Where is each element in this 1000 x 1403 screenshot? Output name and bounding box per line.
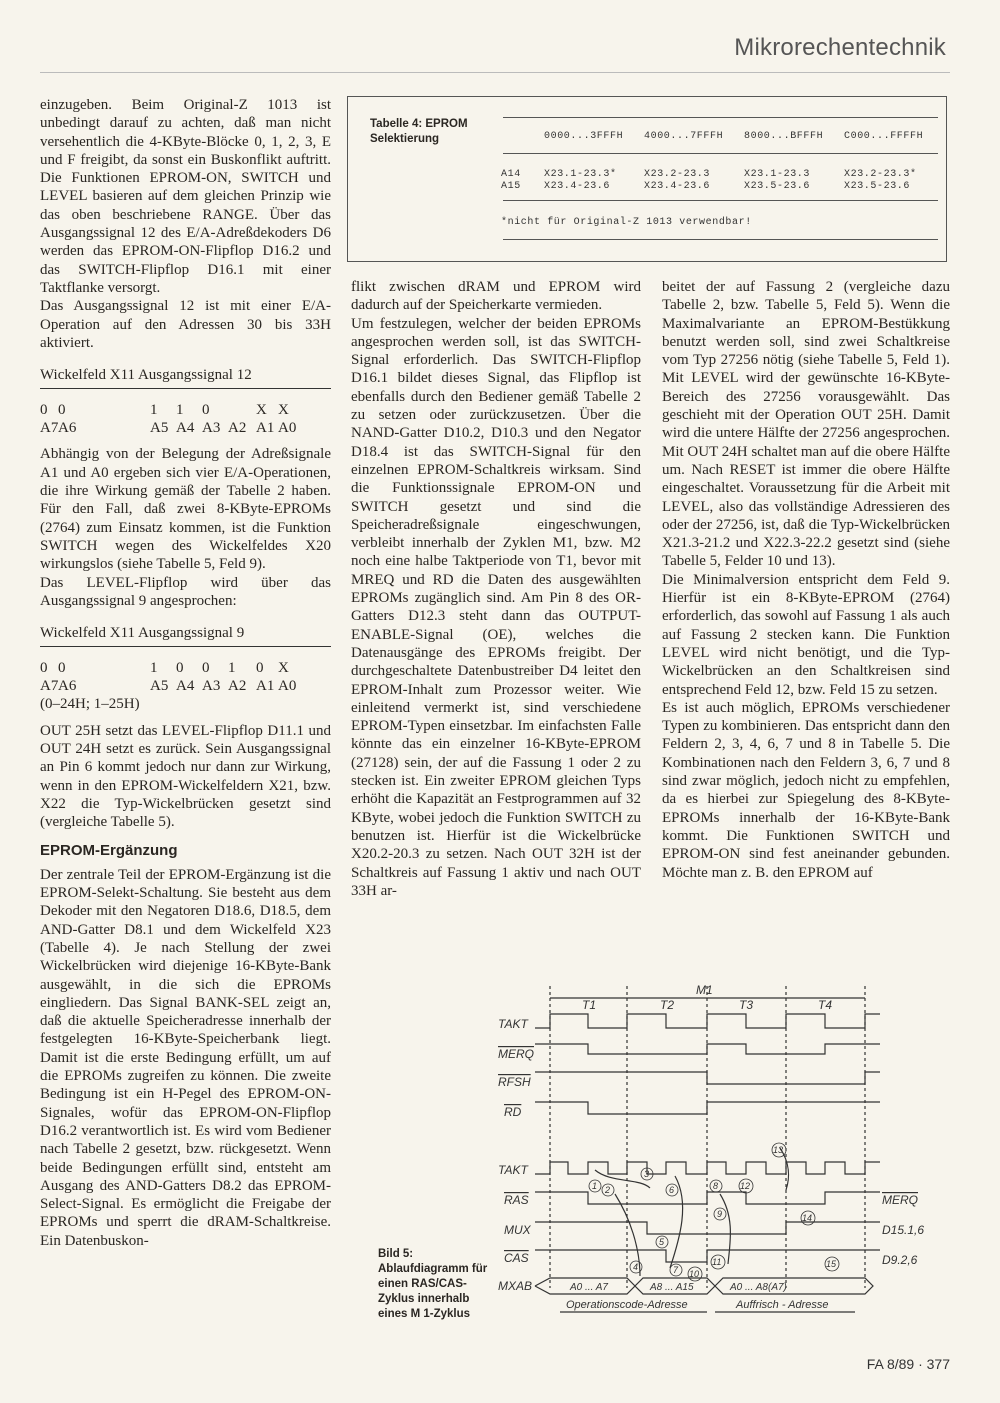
section-heading: EPROM-Ergänzung [40,841,178,859]
section-title: Mikrorechentechnik [734,34,946,61]
signal-label: TAKT [498,1017,528,1031]
signal-label: RFSH [498,1075,531,1089]
wickelfeld-bits: 0 0 1 0 0 1 0 X A7 A6 A5 A4 A3 A2 A1 A0 [40,660,297,695]
table-footnote: *nicht für Original-Z 1013 verwendbar! [501,217,752,228]
wickelfeld-title: Wickelfeld X11 Ausgangssignal 9 [40,624,331,647]
marker: 2 [605,1185,611,1195]
timing-diagram [490,978,960,1318]
bus-label: A0 ... A7 [570,1282,608,1293]
wickelfeld-bits: 0 0 1 1 0 X X A7 A6 A5 A4 A3 A2 A1 A0 [40,402,297,437]
marker: 12 [740,1181,751,1191]
cycle-label: M1 [696,983,713,997]
table-rule [503,200,938,201]
marker: 13 [773,1145,784,1155]
table-4 [347,96,947,262]
table-title: Tabelle 4: EPROM Selektierung [370,118,468,145]
wickelfeld-note: (0–24H; 1–25H) [40,696,140,713]
marker: 7 [673,1265,679,1275]
bus-label: A8 ... A15 [650,1282,694,1293]
table-rule [503,239,938,240]
marker: 14 [802,1213,813,1223]
paragraph: einzugeben. Beim Original-Z 1013 ist unbedingt darauf zu achten, daß man nicht versehentlich die 4-KByte-Blöcke 0, 1, 2, 3, E und F freigibt, da sonst ein Buskonflikt auftritt. Die Funktionen EPROM-ON, SWITCH und LEVEL basieren auf dem gleichen Prinzip wie das oben beschriebene RANGE. Über das Ausgangssignal 12 des E/A-Adreßdekoders D6 werden das EPROM-ON-Flipflop D16.2 und das SWITCH-Flipflop D16.1 mit einer Taktflanke versorgt. [40,97,331,296]
marker: 8 [713,1181,719,1191]
bus-text: Auffrisch - Adresse [736,1299,829,1311]
signal-label: RAS [504,1193,529,1207]
header-rule [40,72,950,73]
middle-column [351,278,641,900]
marker: 15 [826,1259,837,1269]
signal-label: CAS [504,1251,529,1265]
signal-label: TAKT [498,1163,528,1177]
paragraph: Um festzulegen, welcher der beiden EPROMs angesprochen werden soll, ist das SWITCH-Signal erforderlich. Das SWITCH-Flipflop D16.1 bildet dieses Signal, das Flipflop ist ebenfalls durch den Bediener gemäß Tabelle 2 zu setzen oder zurückzusetzen. Über die NAND-Gatter D10.2, D10.3 und den Negator D18.4 ist das SWITCH-Signal für den einzelnen EPROM-Schaltkreis wirksam. Sind die Funktionssignale EPROM-ON und SWITCH gesetzt und sind die Speicheradreßsignale eingeschwungen, verbleibt innerhalb der Zyklen M1, bzw. M2 noch eine halbe Taktperiode von T1, bevor mit MREQ und RD die Daten des ausgewählten EPROMs zugänglich sind. Am Pin 8 des OR-Gatters D12.3 steht dann das OUTPUT-ENABLE-Signal (OE), welches die Datenausgänge des EPROMs freigibt. Der durchgeschaltete Datenbustreiber D4 leitet den EPROM-Inhalt zum Prozessor weiter. Wie einleitend vermerkt ist, sind verschiedene EPROM-Typen einsetzbar. Im einfachsten Falle könnte das ein einzelner 16-KByte-EPROM (27128) sein, der auf die Fassung 1 oder 2 zu stecken ist. Ein zweiter EPROM gleichen Typs erhöht die Kapazität an Festprogrammen auf 32 KByte, wobei jedoch die Funktion SWITCH zu benutzen ist. Hierfür ist die Wickelbrücke X20.2-20.3 zu setzen. Nach OUT 32H ist der Schaltkreis auf Fassung 1 aktiv und nach OUT 33H ar- [351,315,641,899]
paragraph: flikt zwischen dRAM und EPROM wird dadurch auf der Speicherkarte vermieden. [351,279,641,314]
paragraph: Die Minimalversion entspricht dem Feld 9. Hierfür ist ein 8-KByte-EPROM (2764) erforderlich, das sowohl auf Fassung 1 als auch auf Fassung 2 stecken kann. Die Funktion LEVEL wird nicht benötigt, und die Typ-Wickelbrücken an den Schaltkreisen sind entsprechend Feld 12, bzw. Feld 15 zu setzen. [662,571,950,698]
table-header-row: 0000...3FFFH 4000...7FFFH 8000...BFFFH C000...FFFFH [544,131,924,142]
table-rule [503,117,938,118]
signal-label: MXAB [498,1279,533,1293]
marker: 10 [689,1269,700,1279]
paragraph: Das Ausgangssignal 12 ist mit einer E/A-Operation auf den Adressen 30 bis 33H aktiviert. [40,298,331,351]
t-label: T1 [582,998,597,1012]
signal-label: MERQ [498,1047,534,1061]
marker: 9 [717,1209,723,1219]
table-rule [503,153,938,154]
signal-label: RD [504,1105,522,1119]
right-label: D9.2,6 [882,1253,918,1267]
marker: 3 [644,1169,650,1179]
paragraph: beitet der auf Fassung 2 (vergleiche dazu Tabelle 2, bzw. Tabelle 5, Feld 5). Wenn die Maximalvariante an EPROM-Bestükkung benutzt werden soll, sind zwei Schaltkreise vom Typ 27256 nötig (siehe Tabelle 5, Feld 1). Mit LEVEL wird der gewünschte 16-KByte-Bereich des 27256 vorausgewählt. Das geschieht mit der Operation OUT 25H. Damit wird die untere Hälfte der 27256 angesprochen. Mit OUT 24H schaltet man auf die obere Hälfte um. Nach RESET ist immer die obere Hälfte eingeschaltet. Voraussetzung für die Arbeit mit LEVEL, also das vollständige Adressieren des oder der 27256, ist, daß die Typ-Wickelbrücken X21.3-21.2 und X22.3-22.2 gesetzt sind (siehe Tabelle 5, Felder 10 und 13). [662,279,950,570]
page-footer: FA 8/89 · 377 [866,1356,950,1372]
bus-text: Operationscode-Adresse [566,1299,688,1311]
paragraph: Der zentrale Teil der EPROM-Ergänzung ist die EPROM-Selekt-Schaltung. Sie besteht aus dem Dekoder mit den Negatoren D18.6, D18.5, dem AND-Gatter D8.1 und dem Wickelfeld X23 (Tabelle 4). Je nach Stellung der zwei Wickelbrücken wird diejenige 16-KByte-Bank ausgewählt, in die sich die EPROMs eingliedern. Das Signal BANK-SEL zeigt an, daß die aktuelle Speicheradresse innerhalb der festgelegten 16-KByte-Speicherbank liegt. Damit ist die erste Bedingung erfüllt, um auf die EPROMs zugreifen zu können. Die zweite Bedingung ist ein H-Pegel des EPROM-ON-Signales, wofür das EPROM-ON-Flipflop D16.2 verantwortlich ist. Es wird vom Bediener nach Tabelle 2 gesetzt, bzw. rückgesetzt. Wenn beide Bedingungen erfüllt sind, entsteht am Ausgang des AND-Gatters D8.2 das EPROM-Select-Signal. Es ermöglicht die Freigabe der EPROMs und sperrt die dRAM-Schaltkreise. Ein Datenbuskon- [40,866,331,1249]
t-label: T4 [818,998,833,1012]
wickelfeld-title: Wickelfeld X11 Ausgangssignal 12 [40,366,331,389]
marker: 6 [669,1185,675,1195]
right-label: MERQ [882,1193,918,1207]
t-label: T3 [739,998,754,1012]
paragraph: Es ist auch möglich, EPROMs verschiedener Typen zu kombinieren. Das entspricht dann den Feldern 2, 3, 4, 6, 7 und 8 in Tabelle 5. Die Kombinationen nach den Feldern 3, 6, 7 und 8 sind zwar möglich, jedoch nicht zu empfehlen, da es hierbei zur Spiegelung des 8-KByte-EPROMs innerhalb der 16-KByte-Bank kommt. Die Funktionen SWITCH und EPROM-ON sind fest aneinander gebunden. Möchte man z. B. den EPROM auf [662,699,950,881]
right-label: D15.1,6 [882,1223,925,1237]
paragraph: OUT 25H setzt das LEVEL-Flipflop D11.1 und OUT 24H setzt es zurück. Sein Ausgangssignal an Pin 6 kommt jedoch nur dann zur Wirkung, wenn in den EPROM-Wickelfeldern X21, bzw. X22 die Typ-Wickelbrücken gesetzt sind (vergleiche Tabelle 5). [40,722,331,831]
bus-label: A0 ... A8(A7) [730,1282,787,1293]
figure-caption: Bild 5: Ablaufdiagramm für einen RAS/CAS-Zyklus innerhalb eines M 1-Zyklus [378,1248,488,1320]
table-row: A14 X23.1-23.3* X23.2-23.3 X23.1-23.3 X23.2-23.3* [501,169,917,180]
t-label: T2 [660,998,675,1012]
table-row: A15 X23.4-23.6 X23.4-23.6 X23.5-23.6 X23.5-23.6 [501,181,911,192]
marker: 11 [712,1257,722,1267]
marker: 1 [592,1181,598,1191]
left-column [40,96,331,1250]
marker: 5 [659,1237,665,1247]
marker: 4 [633,1262,639,1272]
signal-label: MUX [504,1223,531,1237]
paragraph: Abhängig von der Belegung der Adreßsignale A1 und A0 ergeben sich vier E/A-Operationen, die ihre Wirkung gemäß der Tabelle 2 haben. Für den Fall, daß zwei 8-KByte-EPROMs (2764) zum Einsatz kommen, ist die Funktion SWITCH wegen des Wickelfeldes X20 wirkungslos (siehe Tabelle 5, Feld 9). [40,446,331,573]
right-column [662,278,950,882]
paragraph: Das LEVEL-Flipflop wird über das Ausgangssignal 9 angesprochen: [40,574,331,609]
